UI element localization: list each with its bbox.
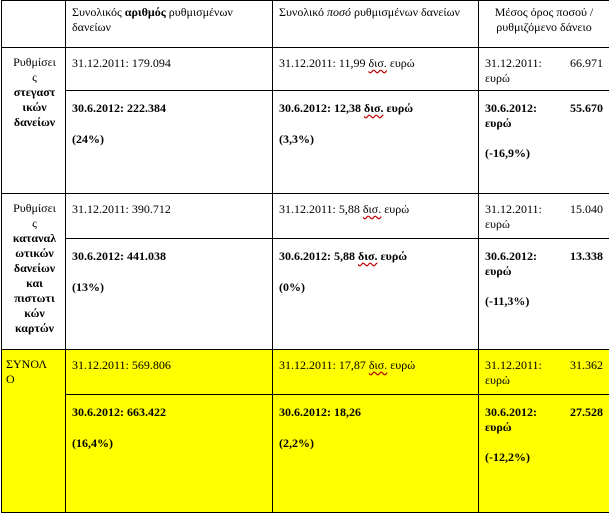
- header-average-amount: Μέσος όρος ποσού / ρυθμιζόμενο δάνειο: [479, 1, 609, 48]
- housing-label-cell: [2, 48, 66, 194]
- consumer-row-2011: [2, 194, 609, 239]
- housing-row-2011: [2, 48, 609, 91]
- consumer-amount-2011: 31.12.2011: 5,88 δισ. ευρώ: [273, 194, 479, 239]
- total-amount-2011: 31.12.2011: 17,87 δισ. ευρώ: [273, 350, 479, 395]
- consumer-amount-2012: 30.6.2012: 5,88 δισ. ευρώ (0%): [273, 239, 479, 350]
- housing-avg-2012: 30.6.2012: 55.670 ευρώ (-16,9%): [479, 91, 609, 194]
- total-avg-2012: 30.6.2012: 27.528 ευρώ (-12,2%): [479, 395, 609, 513]
- housing-count-2011: 31.12.2011: 179.094: [66, 48, 273, 91]
- total-label: ΣΥΝΟΛ Ο: [2, 350, 65, 387]
- housing-amount-2012: 30.6.2012: 12,38 δισ. ευρώ (3,3%): [273, 91, 479, 194]
- total-count-2011: 31.12.2011: 569.806: [66, 350, 273, 395]
- housing-row-2012: [2, 91, 609, 194]
- header-empty-cell: [2, 1, 66, 48]
- consumer-count-2012: 30.6.2012: 441.038 (13%): [66, 239, 273, 350]
- header-total-amount: Συνολικό ποσό ρυθμισμένων δανείων: [273, 1, 479, 48]
- total-label-cell: [2, 350, 66, 513]
- loan-restructuring-table: [1, 0, 609, 513]
- consumer-label: Ρυθμίσει ς καταναλ ωτικών δανείων και πιστωτι κών καρτών: [2, 194, 65, 336]
- consumer-label-cell: [2, 194, 66, 350]
- header-row: [2, 1, 609, 48]
- total-amount-2012: 30.6.2012: 18,26 (2,2%): [273, 395, 479, 513]
- total-row-2011: [2, 350, 609, 395]
- total-count-2012: 30.6.2012: 663.422 (16,4%): [66, 395, 273, 513]
- housing-label: Ρυθμίσει ς στεγαστ ικών δανείων: [2, 48, 65, 130]
- consumer-avg-2011: 31.12.2011: 15.040 ευρώ: [479, 194, 609, 239]
- consumer-count-2011: 31.12.2011: 390.712: [66, 194, 273, 239]
- housing-count-2012: 30.6.2012: 222.384 (24%): [66, 91, 273, 194]
- total-row-2012: [2, 395, 609, 513]
- consumer-avg-2012: 30.6.2012: 13.338 ευρώ (-11,3%): [479, 239, 609, 350]
- consumer-row-2012: [2, 239, 609, 350]
- total-avg-2011: 31.12.2011: 31.362 ευρώ: [479, 350, 609, 395]
- housing-amount-2011: 31.12.2011: 11,99 δισ. ευρώ: [273, 48, 479, 91]
- housing-avg-2011: 31.12.2011: 66.971 ευρώ: [479, 48, 609, 91]
- header-total-count: Συνολικός αριθμός ρυθμισμένων δανείων: [66, 1, 273, 48]
